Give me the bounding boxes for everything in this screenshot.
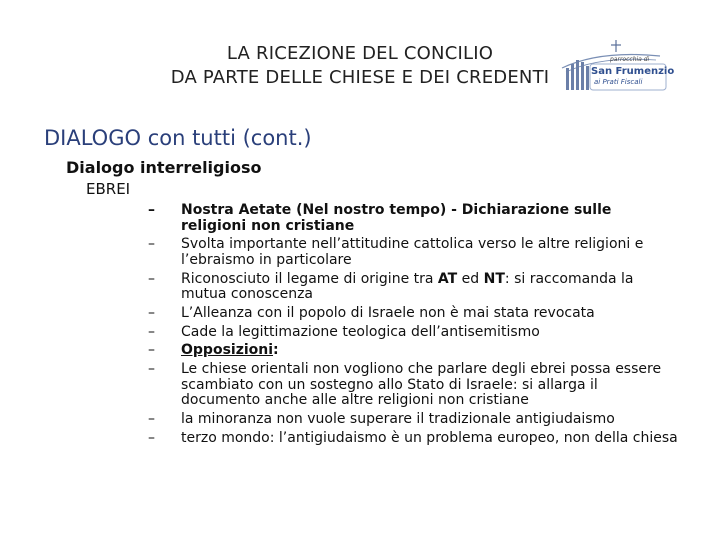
logo-subtitle: ai Prati Fiscali	[594, 78, 643, 86]
dash-marker: –	[148, 304, 155, 321]
dash-marker: –	[148, 361, 155, 378]
title-line-1: LA RICEZIONE DEL CONCILIO	[226, 43, 494, 64]
list-item: – la minoranza non vuole superare il tradizionale antigiudaismo	[148, 411, 615, 428]
list-item: – Svolta importante nell’attitudine cattolica verso le altre religioni e l’ebraismo in particolare	[148, 236, 644, 268]
dash-marker: –	[148, 429, 155, 446]
subheading: Dialogo interreligioso	[66, 158, 262, 177]
list-item: – Opposizioni:	[148, 342, 279, 359]
list-item: – L’Alleanza con il popolo di Israele non è mai stata revocata	[148, 304, 595, 321]
parish-logo	[560, 38, 675, 96]
dash-marker: –	[148, 270, 155, 287]
list-item: – Nostra Aetate (Nel nostro tempo) - Dichiarazione sulle religioni non cristiane	[148, 202, 612, 234]
list-item: – Le chiese orientali non vogliono che parlare degli ebrei possa essere scambiato con un sostegno allo Stato di Israele: si allarga il documento anche alle altre religioni non cristiane	[148, 361, 662, 409]
list-item: – terzo mondo: l’antigiudaismo è un problema europeo, non della chiesa	[148, 429, 678, 446]
opposizioni-label: Opposizioni	[181, 342, 274, 359]
list-item: – Riconosciuto il legame di origine tra AT ed NT: si raccomanda la mutua conoscenza	[148, 270, 634, 303]
list-item: – Cade la legittimazione teologica dell’antisemitismo	[148, 323, 540, 340]
logo-small-text: parrocchia di	[610, 56, 650, 63]
dash-marker: –	[148, 202, 155, 218]
dash-marker: –	[148, 323, 155, 340]
group-label: EBREI	[86, 180, 131, 198]
logo-name: San Frumenzio	[591, 66, 675, 77]
title-line-2: DA PARTE DELLE CHIESE E DEI CREDENTI	[170, 67, 550, 88]
dash-marker: –	[148, 411, 155, 428]
dash-marker: –	[148, 236, 155, 253]
bullet-list	[0, 203, 720, 450]
dash-marker: –	[148, 342, 155, 359]
section-heading: DIALOGO con tutti (cont.)	[44, 126, 312, 150]
